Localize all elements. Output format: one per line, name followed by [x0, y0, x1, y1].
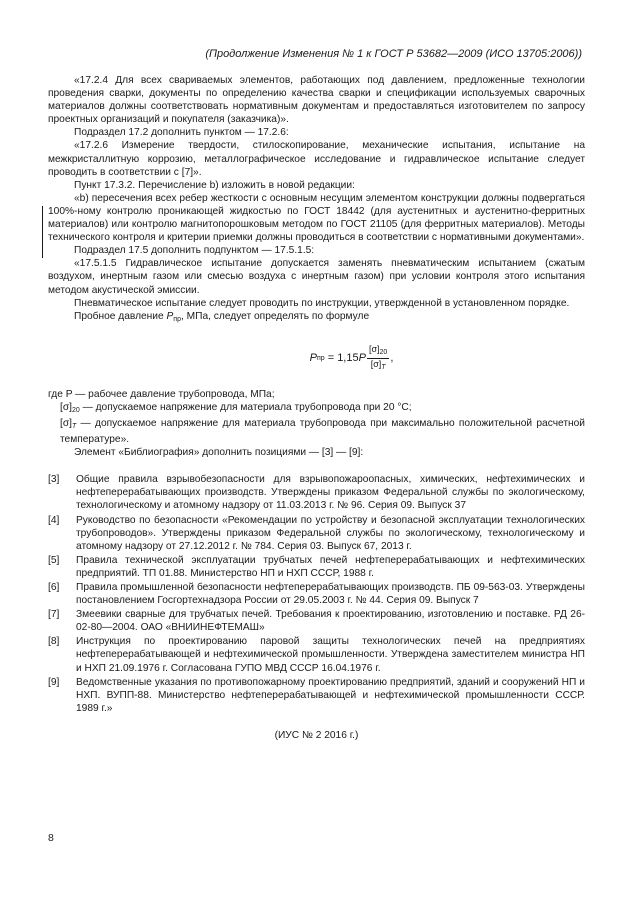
document-body — [48, 74, 585, 742]
formula-fraction: $\frac{[\sigma]_{20}}{[\sigma]_T}$ — [368, 343, 388, 371]
paragraph: Подраздел 17.2 дополнить пунктом — 17.2.6: — [74, 127, 289, 139]
paragraph: Пункт 17.3.2. Перечисление b) изложить в новой редакции: — [74, 179, 355, 191]
paragraph: Пневматическое испытание следует проводить по инструкции, утвержденной в установленном порядке. — [74, 297, 570, 309]
definition: где P — рабочее давление трубопровода, МПа; — [48, 388, 275, 400]
formula-eq: = 1,15 — [324, 351, 359, 364]
page-number: 8 — [48, 832, 54, 844]
formula: P пр = 1,15 P $\frac{[\sigma]_{20}}{[\sigma]_T}$ , — [309, 343, 394, 371]
paragraph: Пробное давление $P_{пр}$, МПа, следует определять по формуле — [74, 310, 370, 323]
definitions — [48, 388, 585, 459]
paragraph: «17.5.1.5 Гидравлическое испытание допускается заменять пневматическим испытанием (сжатым воздухом, инертным газом или смесью воздуха с инертным газом) при условии контроля этого испытания методом акустической эмиссии. — [48, 258, 585, 296]
bibliography-item: [9] Ведомственные указания по противопожарному проектированию предприятий, зданий и сооружений НП и НХП. ВУПП-88. Министерство нефтеперерабатывающей и нефтехимической промышленности СССР. 1989 г.» — [48, 676, 585, 714]
definition: $[\sigma]_{20}$ — допускаемое напряжение для материала трубопровода при 20 °С; — [60, 401, 412, 414]
bibliography-item: [5] Правила технической эксплуатации трубчатых печей нефтеперерабатывающих и нефтехимических предприятий. ТП 01.88. Министерство НП и НХП СССР, 1988 г. — [48, 554, 585, 579]
formula-p: P — [358, 351, 366, 364]
bibliography-item: [8] Инструкция по проектированию паровой защиты технологических печей на предприятиях нефтеперерабатывающей и нефтехимической промышленности. Утверждена заместителем министра НП и НХП 21.09.1976 г. Согласована ГУПО МВД СССР 16.04.1976 г. — [48, 636, 585, 674]
definition: $[\sigma]_T$ — допускаемое напряжение для материала трубопровода при максимально положительной расчетной температуре». — [60, 417, 585, 446]
bibliography-item: [3] Общие правила взрывобезопасности для взрывопожароопасных, химических, нефтехимических и нефтеперерабатывающих производств. Утверждены приказом Федеральной службы по экологическому, технологическому и атомному надзору от 11.03.2013 г. № 96. Серия 09. Выпуск 37 — [48, 474, 585, 512]
formula-lhs: P — [309, 351, 317, 364]
bibliography-item: [4] Руководство по безопасности «Рекомендации по устройству и безопасной эксплуатации технологических трубопроводов». Утверждены приказом Федеральной службы по экологическому, технологическому и атомному надзору от 27.12.2012 г. № 784. Серия 03. Выпуск 67, 2013 г. — [48, 514, 585, 552]
paragraph: «17.2.6 Измерение твердости, стилоскопирование, механические испытания, испытание на межкристаллитную коррозию, металлографическое исследование и гидравлическое испытание следует проводить в соответствии с [7]». — [48, 140, 585, 178]
paragraph: Подраздел 17.5 дополнить подпунктом — 17.5.1.5: — [74, 245, 315, 257]
bibliography-item: [6] Правила промышленной безопасности нефтеперерабатывающих производств. ПБ 09-563-03. Утверждены постановлением Госгортехнадзора России от 29.05.2003 г. № 44. Серия 09. Выпуск 7 — [48, 582, 585, 607]
paragraph: «17.2.4 Для всех свариваемых элементов, работающих под давлением, предложенные технологии проведения сварки, документы по определению качества сварки и спецификации используемых сварочных материалов должны соответствовать нормативным документам и предоставляться изготовителем по запросу проектных организаций и покупателя (заказчика)». — [48, 75, 585, 126]
paragraph: «b) пересечения всех ребер жесткости с основным несущим элементом конструкции должны подвергаться 100%-ному контролю проникающей жидкостью по ГОСТ 18442 (для аустенитных и аустенитно-ферритных материалов) или контролю магнитопорошковым методом по ГОСТ 21105 (для ферритных материалов). Методы технического контроля и критерии приемки должны проводиться в соответствии с нормативными документами». — [48, 192, 585, 244]
bibliography-item: [7] Змеевики сварные для трубчатых печей. Требования к проектированию, изготовлению и поставке. РД 26-02-80—2004. ОАО «ВНИИНЕФТЕМАШ» — [48, 609, 585, 634]
imprint: (ИУС № 2 2016 г.) — [274, 729, 359, 741]
page-header: (Продолжение Изменения № 1 к ГОСТ Р 53682—2009 (ИСО 13705:2006)) — [205, 48, 582, 60]
bibliography — [48, 473, 585, 715]
paragraph: Элемент «Библиография» дополнить позициями — [3] — [9]: — [74, 447, 364, 459]
change-bar — [42, 206, 43, 258]
